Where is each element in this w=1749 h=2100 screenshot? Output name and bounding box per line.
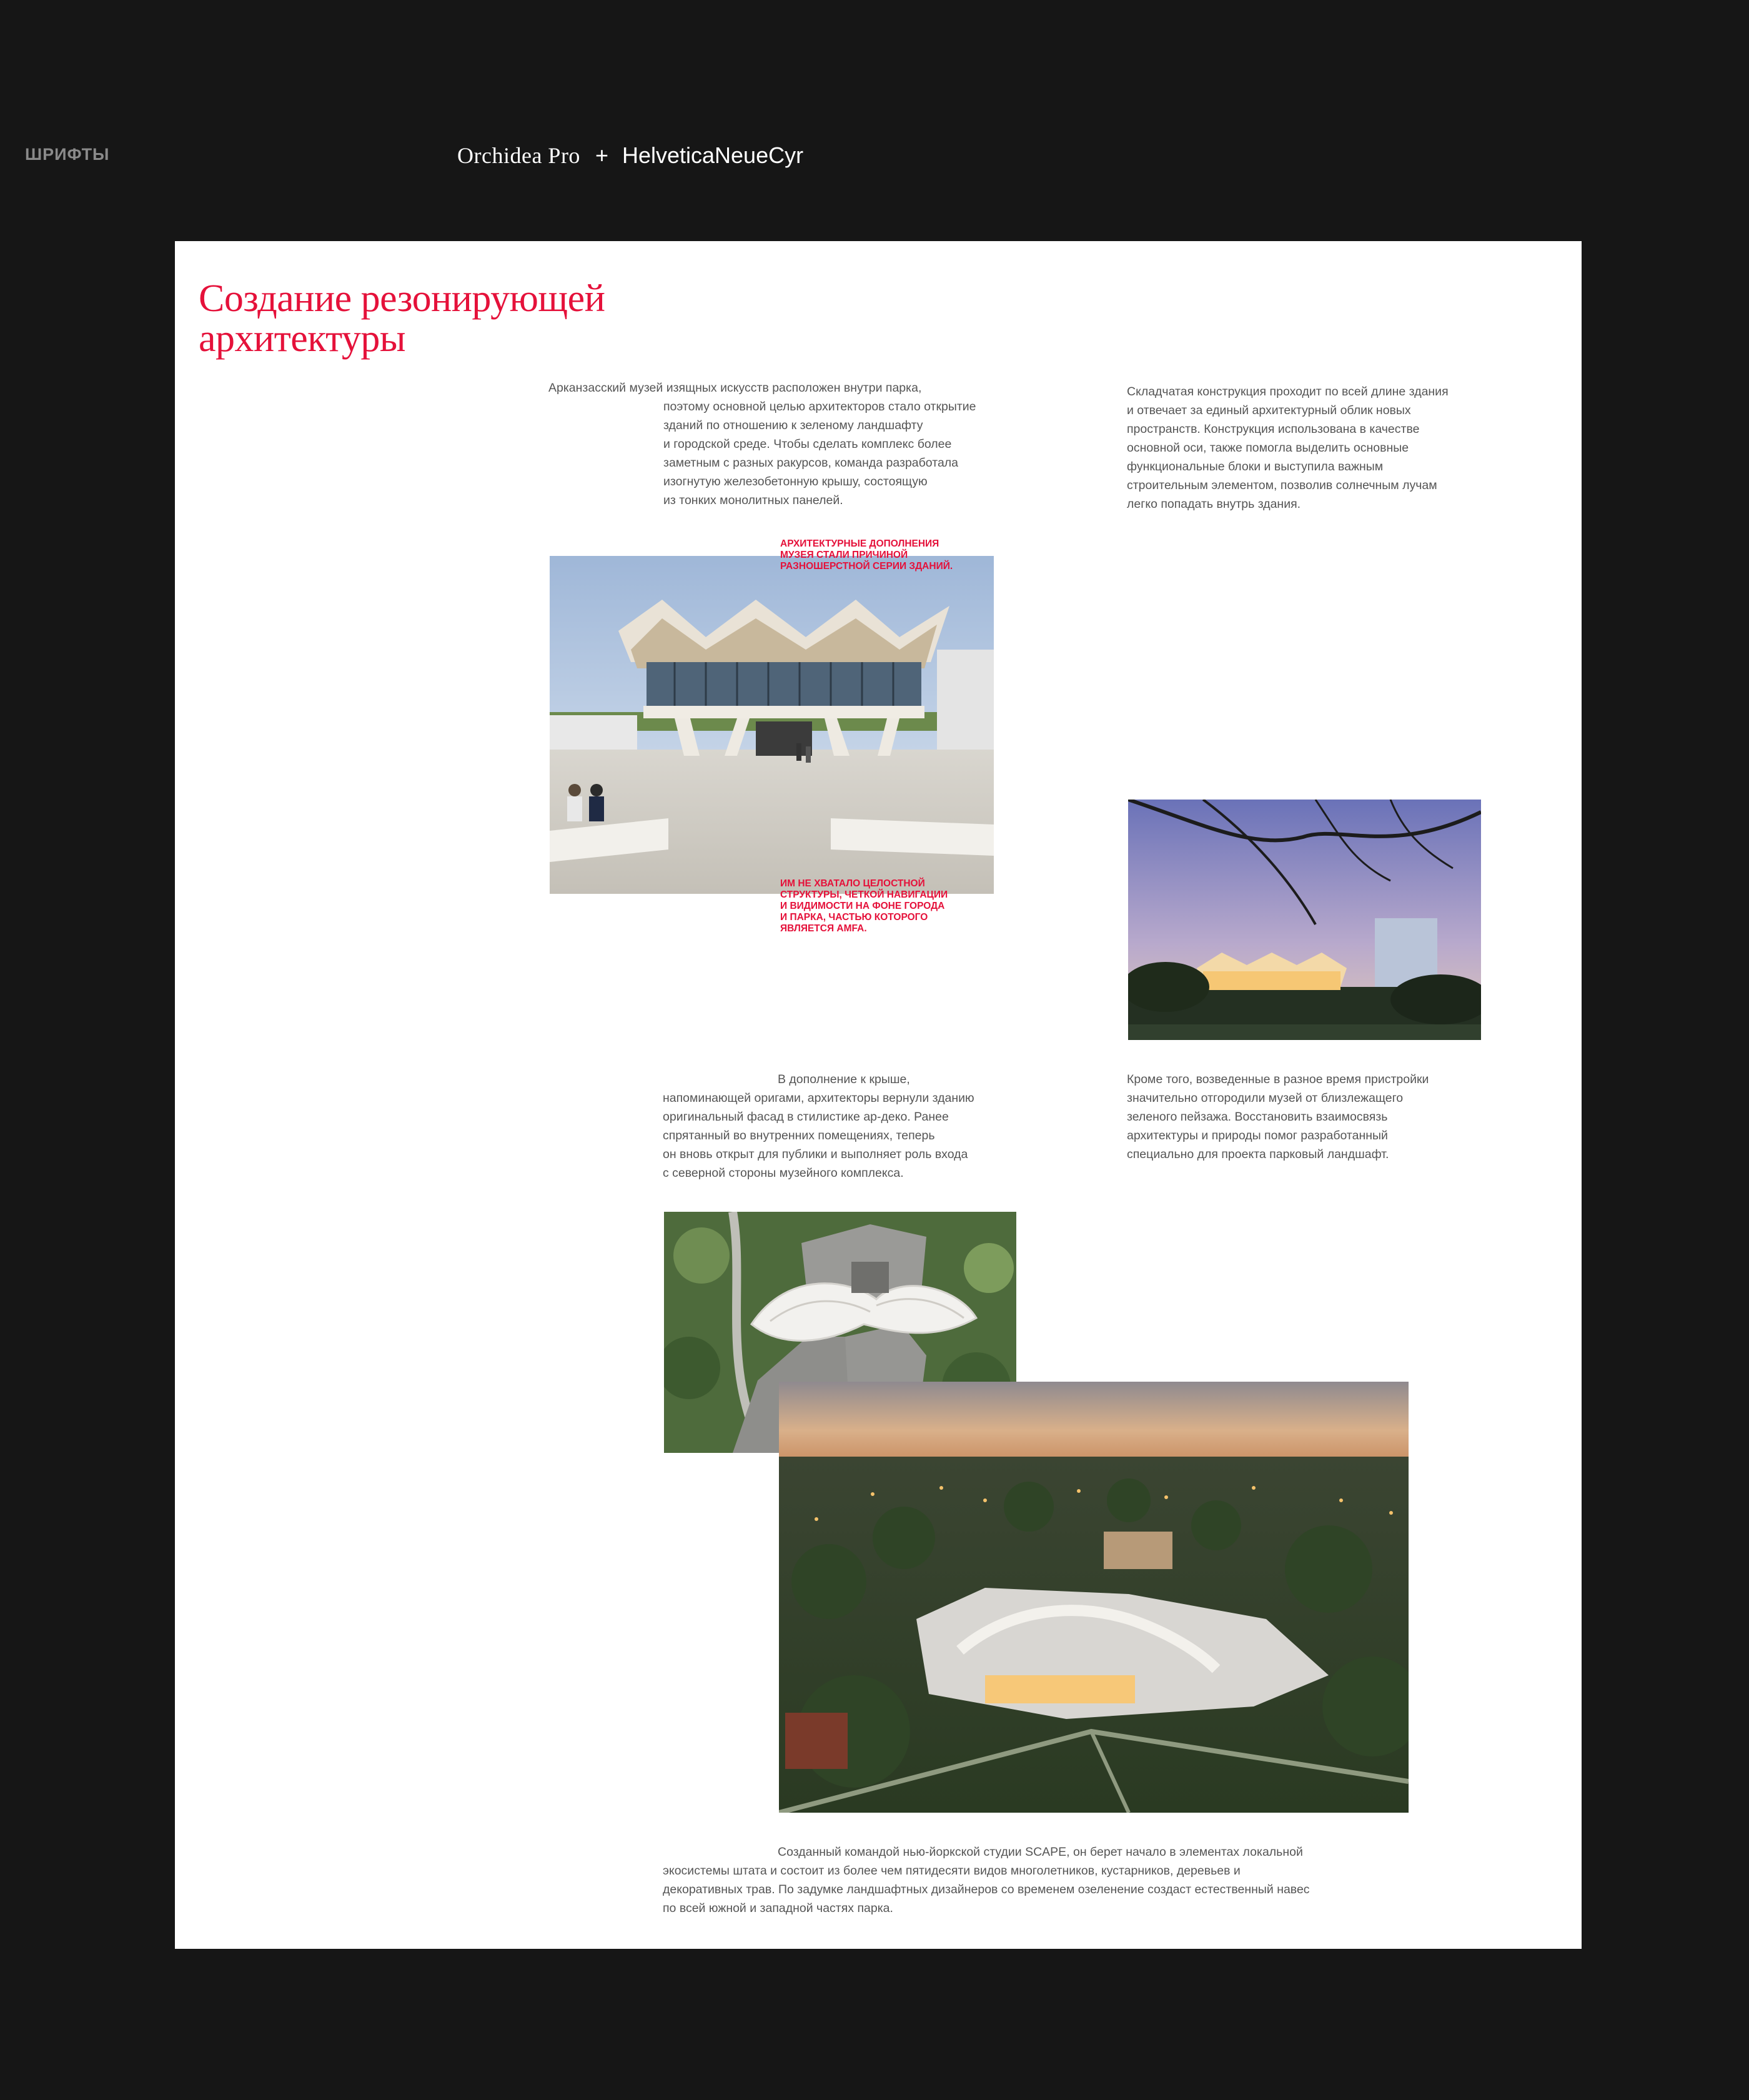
paragraph-line: экосистемы штата и состоит из более чем пятидесяти видов многолетников, кустарников, деревьев и <box>663 1864 1241 1878</box>
fold-paragraph <box>1127 382 1449 513</box>
headline-line: архитектуры <box>199 317 406 360</box>
paragraph-line: Складчатая конструкция проходит по всей длине здания <box>1127 385 1449 399</box>
paragraph-line: строительным элементом, позволив солнечным лучам <box>1127 478 1437 492</box>
paragraph-line: изогнутую железобетонную крышу, состоящую <box>663 475 928 488</box>
paragraph-line: зданий по отношению к зеленому ландшафту <box>663 419 923 432</box>
roof-paragraph <box>663 1070 974 1182</box>
paragraph-line: легко попадать внутрь здания. <box>1127 497 1301 511</box>
paragraph-line: с северной стороны музейного комплекса. <box>663 1166 904 1180</box>
extensions-paragraph <box>1127 1070 1429 1164</box>
note-line: АРХИТЕКТУРНЫЕ ДОПОЛНЕНИЯ <box>780 538 939 549</box>
paragraph-line: Кроме того, возведенные в разное время пристройки <box>1127 1072 1429 1086</box>
paragraph-line: и отвечает за единый архитектурный облик новых <box>1127 404 1411 417</box>
paragraph-line: декоративных трав. По задумке ландшафтных дизайнеров со временем озеленение создаст естественный навес <box>663 1883 1310 1896</box>
note-line: МУЗЕЯ СТАЛИ ПРИЧИНОЙ <box>780 550 908 560</box>
museum-entrance-photo <box>550 556 994 894</box>
museum-dusk-photo <box>1128 800 1481 1040</box>
paragraph-line: специально для проекта парковый ландшафт. <box>1127 1147 1389 1161</box>
photo-icon <box>550 556 994 894</box>
note-line: ЯВЛЯЕТСЯ AMFA. <box>780 923 867 934</box>
paragraph-line: пространств. Конструкция использована в качестве <box>1127 422 1420 436</box>
paragraph-line: Созданный командой нью-йоркской студии SCAPE, он берет начало в элементах локальной <box>778 1845 1303 1859</box>
paragraph-line: и городской среде. Чтобы сделать комплекс более <box>663 437 952 451</box>
paragraph-line: напоминающей оригами, архитекторы вернули зданию <box>663 1091 974 1105</box>
paragraph-line: В дополнение к крыше, <box>778 1072 910 1086</box>
headline-line: Создание резонирующей <box>199 277 605 320</box>
note-line: РАЗНОШЕРСТНОЙ СЕРИИ ЗДАНИЙ. <box>780 561 953 572</box>
paragraph-line: Арканзасский музей изящных искусств расположен внутри парка, <box>548 381 922 395</box>
intro-paragraph <box>548 379 976 510</box>
paragraph-line: зеленого пейзажа. Восстановить взаимосвязь <box>1127 1110 1388 1124</box>
paragraph-line: функциональные блоки и выступила важным <box>1127 460 1384 473</box>
font-pair <box>457 142 803 169</box>
pull-quote-bottom <box>780 878 948 934</box>
note-line: И ВИДИМОСТИ НА ФОНЕ ГОРОДА <box>780 901 945 911</box>
paragraph-line: из тонких монолитных панелей. <box>663 493 843 507</box>
paragraph-line: основной оси, также помогла выделить основные <box>1127 441 1409 455</box>
article-headline <box>199 279 698 359</box>
paragraph-line: он вновь открыт для публики и выполняет роль входа <box>663 1147 968 1161</box>
paragraph-line: архитектуры и природы помог разработанный <box>1127 1129 1388 1142</box>
photo-icon <box>779 1382 1409 1813</box>
note-line: СТРУКТУРЫ, ЧЕТКОЙ НАВИГАЦИИ <box>780 889 948 900</box>
note-line: ИМ НЕ ХВАТАЛО ЦЕЛОСТНОЙ <box>780 878 925 889</box>
paragraph-line: поэтому основной целью архитекторов стало открытие <box>663 400 976 414</box>
font-plus-sign: + <box>595 142 608 168</box>
city-aerial-dusk-photo <box>779 1382 1409 1813</box>
paragraph-line: значительно отгородили музей от близлежащего <box>1127 1091 1404 1105</box>
font-primary-name: Orchidea Pro <box>457 143 580 168</box>
section-label: ШРИФТЫ <box>25 145 110 164</box>
paragraph-line: спрятанный во внутренних помещениях, теперь <box>663 1129 935 1142</box>
paragraph-line: оригинальный фасад в стилистике ар-деко. Ранее <box>663 1110 949 1124</box>
paragraph-line: по всей южной и западной частях парка. <box>663 1901 893 1915</box>
pull-quote-top <box>780 538 953 572</box>
landscape-paragraph <box>663 1843 1310 1918</box>
font-secondary-name: HelveticaNeueCyr <box>622 142 804 168</box>
paragraph-line: заметным с разных ракурсов, команда разработала <box>663 456 959 470</box>
photo-icon <box>1128 800 1481 1040</box>
note-line: И ПАРКА, ЧАСТЬЮ КОТОРОГО <box>780 912 928 923</box>
